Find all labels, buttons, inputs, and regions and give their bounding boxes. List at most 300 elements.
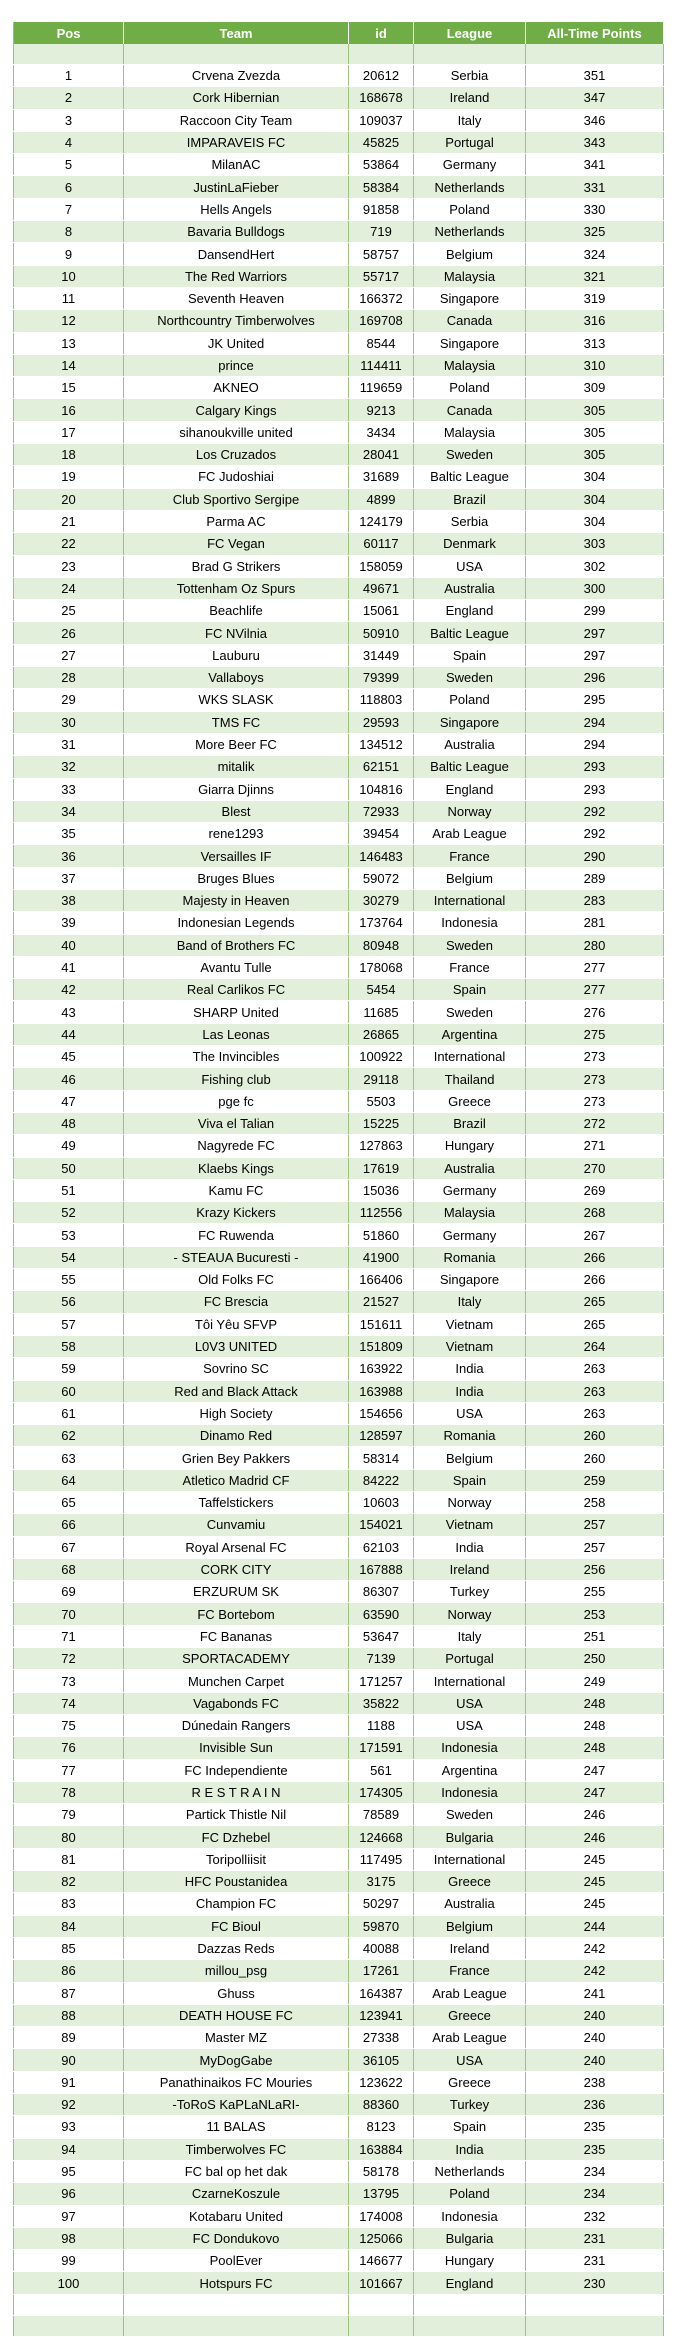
header-id[interactable]: id bbox=[349, 22, 414, 44]
cell-id: 151809 bbox=[349, 1335, 414, 1357]
table-row[interactable] bbox=[14, 354, 664, 376]
table-row[interactable] bbox=[14, 221, 664, 243]
cell-id: 55717 bbox=[349, 265, 414, 287]
cell-team: More Beer FC bbox=[124, 733, 349, 755]
cell-id: 62103 bbox=[349, 1536, 414, 1558]
table-row[interactable] bbox=[14, 198, 664, 220]
cell-points: 259 bbox=[526, 1469, 664, 1491]
cell-points: 245 bbox=[526, 1893, 664, 1915]
cell-points: 305 bbox=[526, 444, 664, 466]
table-row[interactable] bbox=[14, 533, 664, 555]
cell-pos: 54 bbox=[14, 1246, 124, 1268]
cell-pos: 21 bbox=[14, 510, 124, 532]
table-row[interactable] bbox=[14, 1603, 664, 1625]
table-row[interactable] bbox=[14, 600, 664, 622]
table-row[interactable] bbox=[14, 2227, 664, 2249]
cell-points: 271 bbox=[526, 1135, 664, 1157]
table-row[interactable] bbox=[14, 667, 664, 689]
cell-id: 5503 bbox=[349, 1090, 414, 1112]
cell-pos: 66 bbox=[14, 1514, 124, 1536]
table-row[interactable] bbox=[14, 2071, 664, 2093]
cell-team: Taffelstickers bbox=[124, 1492, 349, 1514]
cell-id: 50910 bbox=[349, 622, 414, 644]
table-row[interactable] bbox=[14, 1492, 664, 1514]
table-row[interactable] bbox=[14, 889, 664, 911]
table-row[interactable] bbox=[14, 1313, 664, 1335]
cell-id: 109037 bbox=[349, 109, 414, 131]
table-row[interactable] bbox=[14, 867, 664, 889]
table-row[interactable] bbox=[14, 332, 664, 354]
spacer-cell bbox=[349, 2315, 414, 2336]
cell-id: 561 bbox=[349, 1759, 414, 1781]
cell-team: Viva el Talian bbox=[124, 1112, 349, 1134]
cell-points: 248 bbox=[526, 1692, 664, 1714]
cell-points: 321 bbox=[526, 265, 664, 287]
table-row[interactable] bbox=[14, 2138, 664, 2160]
cell-pos: 11 bbox=[14, 287, 124, 309]
table-row[interactable] bbox=[14, 1380, 664, 1402]
cell-pos: 32 bbox=[14, 756, 124, 778]
cell-pos: 80 bbox=[14, 1826, 124, 1848]
cell-pos: 36 bbox=[14, 845, 124, 867]
cell-points: 245 bbox=[526, 1871, 664, 1893]
cell-league: Poland bbox=[414, 2183, 526, 2205]
table-row[interactable] bbox=[14, 1224, 664, 1246]
table-row[interactable] bbox=[14, 1982, 664, 2004]
cell-league: Spain bbox=[414, 1469, 526, 1491]
cell-team: Majesty in Heaven bbox=[124, 889, 349, 911]
cell-points: 277 bbox=[526, 956, 664, 978]
cell-id: 29593 bbox=[349, 711, 414, 733]
cell-league: Indonesia bbox=[414, 912, 526, 934]
cell-points: 299 bbox=[526, 600, 664, 622]
table-row[interactable] bbox=[14, 1358, 664, 1380]
cell-points: 240 bbox=[526, 2004, 664, 2026]
cell-pos: 9 bbox=[14, 243, 124, 265]
table-row[interactable] bbox=[14, 310, 664, 332]
cell-league: Spain bbox=[414, 979, 526, 1001]
cell-id: 167888 bbox=[349, 1558, 414, 1580]
table-row[interactable] bbox=[14, 2205, 664, 2227]
cell-pos: 77 bbox=[14, 1759, 124, 1781]
cell-team: FC Bioul bbox=[124, 1915, 349, 1937]
cell-league: Brazil bbox=[414, 1112, 526, 1134]
cell-team: - STEAUA Bucuresti - bbox=[124, 1246, 349, 1268]
cell-pos: 8 bbox=[14, 221, 124, 243]
table-row[interactable] bbox=[14, 1670, 664, 1692]
cell-points: 247 bbox=[526, 1781, 664, 1803]
cell-team: R E S T R A I N bbox=[124, 1781, 349, 1803]
cell-league: Poland bbox=[414, 198, 526, 220]
cell-team: TMS FC bbox=[124, 711, 349, 733]
cell-pos: 2 bbox=[14, 87, 124, 109]
header-pos[interactable]: Pos bbox=[14, 22, 124, 44]
table-row[interactable] bbox=[14, 1269, 664, 1291]
table-row[interactable] bbox=[14, 979, 664, 1001]
table-row[interactable] bbox=[14, 1157, 664, 1179]
cell-league: Greece bbox=[414, 2004, 526, 2026]
cell-id: 9213 bbox=[349, 399, 414, 421]
table-row[interactable] bbox=[14, 1090, 664, 1112]
cell-league: Greece bbox=[414, 1090, 526, 1112]
table-row[interactable] bbox=[14, 1447, 664, 1469]
cell-league: Argentina bbox=[414, 1759, 526, 1781]
header-league[interactable]: League bbox=[414, 22, 526, 44]
cell-points: 316 bbox=[526, 310, 664, 332]
cell-team: Kotabaru United bbox=[124, 2205, 349, 2227]
header-row bbox=[14, 22, 664, 44]
table-row[interactable] bbox=[14, 488, 664, 510]
cell-league: Malaysia bbox=[414, 421, 526, 443]
cell-id: 8123 bbox=[349, 2116, 414, 2138]
cell-id: 59072 bbox=[349, 867, 414, 889]
table-row[interactable] bbox=[14, 934, 664, 956]
table-row[interactable] bbox=[14, 778, 664, 800]
table-row[interactable] bbox=[14, 1625, 664, 1647]
table-row[interactable] bbox=[14, 2272, 664, 2294]
cell-team: FC bal op het dak bbox=[124, 2160, 349, 2182]
cell-league: Poland bbox=[414, 377, 526, 399]
cell-id: 15225 bbox=[349, 1112, 414, 1134]
cell-pos: 91 bbox=[14, 2071, 124, 2093]
cell-team: Blest bbox=[124, 800, 349, 822]
table-row[interactable] bbox=[14, 421, 664, 443]
cell-team: The Invincibles bbox=[124, 1046, 349, 1068]
cell-team: Beachlife bbox=[124, 600, 349, 622]
cell-league: International bbox=[414, 889, 526, 911]
table-row[interactable] bbox=[14, 1915, 664, 1937]
cell-pos: 33 bbox=[14, 778, 124, 800]
cell-league: Indonesia bbox=[414, 2205, 526, 2227]
cell-id: 154021 bbox=[349, 1514, 414, 1536]
cell-points: 346 bbox=[526, 109, 664, 131]
table-row[interactable] bbox=[14, 1826, 664, 1848]
cell-pos: 53 bbox=[14, 1224, 124, 1246]
table-row[interactable] bbox=[14, 1759, 664, 1781]
cell-pos: 28 bbox=[14, 667, 124, 689]
table-row[interactable] bbox=[14, 644, 664, 666]
table-row[interactable] bbox=[14, 1848, 664, 1870]
cell-league: Thailand bbox=[414, 1068, 526, 1090]
table-row[interactable] bbox=[14, 1648, 664, 1670]
cell-id: 27338 bbox=[349, 2027, 414, 2049]
table-row[interactable] bbox=[14, 1714, 664, 1736]
cell-league: Belgium bbox=[414, 1447, 526, 1469]
cell-league: Australia bbox=[414, 1893, 526, 1915]
cell-team: AKNEO bbox=[124, 377, 349, 399]
cell-league: Indonesia bbox=[414, 1781, 526, 1803]
table-row[interactable] bbox=[14, 956, 664, 978]
cell-team: ERZURUM SK bbox=[124, 1581, 349, 1603]
table-row[interactable] bbox=[14, 2049, 664, 2071]
cell-points: 270 bbox=[526, 1157, 664, 1179]
table-row[interactable] bbox=[14, 1937, 664, 1959]
cell-points: 234 bbox=[526, 2160, 664, 2182]
cell-points: 319 bbox=[526, 287, 664, 309]
table-row[interactable] bbox=[14, 1893, 664, 1915]
cell-team: Tottenham Oz Spurs bbox=[124, 577, 349, 599]
cell-points: 257 bbox=[526, 1514, 664, 1536]
cell-id: 17261 bbox=[349, 1960, 414, 1982]
cell-pos: 25 bbox=[14, 600, 124, 622]
cell-pos: 96 bbox=[14, 2183, 124, 2205]
cell-league: Norway bbox=[414, 800, 526, 822]
cell-team: 11 BALAS bbox=[124, 2116, 349, 2138]
table-row[interactable] bbox=[14, 1246, 664, 1268]
table-row[interactable] bbox=[14, 1425, 664, 1447]
cell-league: Ireland bbox=[414, 1558, 526, 1580]
table-row[interactable] bbox=[14, 1291, 664, 1313]
cell-pos: 82 bbox=[14, 1871, 124, 1893]
table-row[interactable] bbox=[14, 1402, 664, 1424]
table-row[interactable] bbox=[14, 1179, 664, 1201]
cell-pos: 67 bbox=[14, 1536, 124, 1558]
cell-pos: 64 bbox=[14, 1469, 124, 1491]
table-row[interactable] bbox=[14, 510, 664, 532]
cell-pos: 42 bbox=[14, 979, 124, 1001]
cell-league: Australia bbox=[414, 733, 526, 755]
table-row[interactable] bbox=[14, 287, 664, 309]
table-row[interactable] bbox=[14, 1023, 664, 1045]
table-row[interactable] bbox=[14, 2160, 664, 2182]
cell-pos: 4 bbox=[14, 131, 124, 153]
table-row[interactable] bbox=[14, 1469, 664, 1491]
table-row[interactable] bbox=[14, 131, 664, 153]
table-row[interactable] bbox=[14, 1514, 664, 1536]
cell-league: Romania bbox=[414, 1425, 526, 1447]
table-row[interactable] bbox=[14, 399, 664, 421]
cell-pos: 6 bbox=[14, 176, 124, 198]
cell-pos: 62 bbox=[14, 1425, 124, 1447]
table-row[interactable] bbox=[14, 265, 664, 287]
cell-pos: 58 bbox=[14, 1335, 124, 1357]
cell-points: 280 bbox=[526, 934, 664, 956]
cell-pos: 86 bbox=[14, 1960, 124, 1982]
cell-league: Malaysia bbox=[414, 265, 526, 287]
cell-league: Baltic League bbox=[414, 622, 526, 644]
cell-pos: 94 bbox=[14, 2138, 124, 2160]
cell-id: 171591 bbox=[349, 1737, 414, 1759]
cell-points: 294 bbox=[526, 733, 664, 755]
table-row[interactable] bbox=[14, 2094, 664, 2116]
cell-id: 31449 bbox=[349, 644, 414, 666]
table-row[interactable] bbox=[14, 1202, 664, 1224]
table-row[interactable] bbox=[14, 1692, 664, 1714]
cell-league: Portugal bbox=[414, 1648, 526, 1670]
table-row[interactable] bbox=[14, 176, 664, 198]
table-row[interactable] bbox=[14, 2250, 664, 2272]
cell-points: 289 bbox=[526, 867, 664, 889]
table-row[interactable] bbox=[14, 1068, 664, 1090]
table-row[interactable] bbox=[14, 109, 664, 131]
table-row[interactable] bbox=[14, 444, 664, 466]
cell-pos: 74 bbox=[14, 1692, 124, 1714]
cell-team: Ghuss bbox=[124, 1982, 349, 2004]
table-row[interactable] bbox=[14, 243, 664, 265]
cell-league: France bbox=[414, 845, 526, 867]
cell-team: FC Judoshiai bbox=[124, 466, 349, 488]
cell-id: 119659 bbox=[349, 377, 414, 399]
cell-points: 244 bbox=[526, 1915, 664, 1937]
table-row[interactable] bbox=[14, 1001, 664, 1023]
cell-pos: 63 bbox=[14, 1447, 124, 1469]
table-row[interactable] bbox=[14, 2116, 664, 2138]
table-row[interactable] bbox=[14, 2027, 664, 2049]
cell-id: 134512 bbox=[349, 733, 414, 755]
cell-points: 250 bbox=[526, 1648, 664, 1670]
cell-id: 5454 bbox=[349, 979, 414, 1001]
table-row[interactable] bbox=[14, 2183, 664, 2205]
table-row[interactable] bbox=[14, 1737, 664, 1759]
cell-team: mitalik bbox=[124, 756, 349, 778]
cell-pos: 72 bbox=[14, 1648, 124, 1670]
cell-id: 128597 bbox=[349, 1425, 414, 1447]
cell-id: 112556 bbox=[349, 1202, 414, 1224]
table-row[interactable] bbox=[14, 845, 664, 867]
cell-id: 80948 bbox=[349, 934, 414, 956]
spacer-row-bottom bbox=[14, 2315, 664, 2336]
header-points[interactable]: All-Time Points bbox=[526, 22, 664, 44]
cell-league: India bbox=[414, 1358, 526, 1380]
cell-league: Denmark bbox=[414, 533, 526, 555]
cell-points: 251 bbox=[526, 1625, 664, 1647]
cell-league: Singapore bbox=[414, 711, 526, 733]
cell-points: 264 bbox=[526, 1335, 664, 1357]
table-row[interactable] bbox=[14, 823, 664, 845]
cell-pos: 61 bbox=[14, 1402, 124, 1424]
table-row[interactable] bbox=[14, 800, 664, 822]
cell-id: 91858 bbox=[349, 198, 414, 220]
cell-points: 256 bbox=[526, 1558, 664, 1580]
cell-pos: 75 bbox=[14, 1714, 124, 1736]
cell-team: Las Leonas bbox=[124, 1023, 349, 1045]
cell-team: Brad G Strikers bbox=[124, 555, 349, 577]
cell-id: 100922 bbox=[349, 1046, 414, 1068]
cell-league: Arab League bbox=[414, 823, 526, 845]
table-row[interactable] bbox=[14, 733, 664, 755]
cell-points: 275 bbox=[526, 1023, 664, 1045]
spacer-row-bottom bbox=[14, 2294, 664, 2315]
cell-team: MilanAC bbox=[124, 154, 349, 176]
table-row[interactable] bbox=[14, 65, 664, 87]
cell-league: Italy bbox=[414, 109, 526, 131]
table-row[interactable] bbox=[14, 1112, 664, 1134]
cell-league: Arab League bbox=[414, 1982, 526, 2004]
table-row[interactable] bbox=[14, 711, 664, 733]
cell-team: HFC Poustanidea bbox=[124, 1871, 349, 1893]
cell-pos: 99 bbox=[14, 2250, 124, 2272]
cell-league: Belgium bbox=[414, 1915, 526, 1937]
table-row[interactable] bbox=[14, 1046, 664, 1068]
cell-id: 166406 bbox=[349, 1269, 414, 1291]
table-row[interactable] bbox=[14, 577, 664, 599]
cell-id: 15036 bbox=[349, 1179, 414, 1201]
table-row[interactable] bbox=[14, 756, 664, 778]
cell-league: Hungary bbox=[414, 1135, 526, 1157]
all-time-points-table bbox=[13, 22, 664, 2337]
cell-team: Sovrino SC bbox=[124, 1358, 349, 1380]
table-row[interactable] bbox=[14, 1804, 664, 1826]
table-row[interactable] bbox=[14, 1135, 664, 1157]
table-row[interactable] bbox=[14, 622, 664, 644]
cell-points: 294 bbox=[526, 711, 664, 733]
spacer-cell bbox=[124, 2294, 349, 2315]
cell-id: 104816 bbox=[349, 778, 414, 800]
cell-points: 305 bbox=[526, 421, 664, 443]
table-row[interactable] bbox=[14, 1871, 664, 1893]
cell-league: Norway bbox=[414, 1603, 526, 1625]
table-row[interactable] bbox=[14, 1536, 664, 1558]
cell-team: pge fc bbox=[124, 1090, 349, 1112]
table-row[interactable] bbox=[14, 1960, 664, 1982]
cell-points: 248 bbox=[526, 1714, 664, 1736]
cell-league: Malaysia bbox=[414, 354, 526, 376]
table-row[interactable] bbox=[14, 689, 664, 711]
header-team[interactable]: Team bbox=[124, 22, 349, 44]
cell-pos: 31 bbox=[14, 733, 124, 755]
cell-id: 146483 bbox=[349, 845, 414, 867]
cell-pos: 5 bbox=[14, 154, 124, 176]
cell-team: WKS SLASK bbox=[124, 689, 349, 711]
cell-league: Romania bbox=[414, 1246, 526, 1268]
cell-team: FC Bananas bbox=[124, 1625, 349, 1647]
cell-league: Singapore bbox=[414, 332, 526, 354]
cell-id: 21527 bbox=[349, 1291, 414, 1313]
cell-id: 125066 bbox=[349, 2227, 414, 2249]
cell-team: Dúnedain Rangers bbox=[124, 1714, 349, 1736]
table-row[interactable] bbox=[14, 1581, 664, 1603]
cell-league: Vietnam bbox=[414, 1514, 526, 1536]
table-row[interactable] bbox=[14, 466, 664, 488]
table-row[interactable] bbox=[14, 555, 664, 577]
cell-league: USA bbox=[414, 1714, 526, 1736]
cell-league: Turkey bbox=[414, 1581, 526, 1603]
table-header bbox=[14, 22, 664, 44]
cell-team: Timberwolves FC bbox=[124, 2138, 349, 2160]
cell-id: 3434 bbox=[349, 421, 414, 443]
cell-team: Cork Hibernian bbox=[124, 87, 349, 109]
table-row[interactable] bbox=[14, 2004, 664, 2026]
cell-team: Bruges Blues bbox=[124, 867, 349, 889]
cell-points: 276 bbox=[526, 1001, 664, 1023]
cell-pos: 46 bbox=[14, 1068, 124, 1090]
cell-id: 78589 bbox=[349, 1804, 414, 1826]
cell-team: FC Dzhebel bbox=[124, 1826, 349, 1848]
table-row[interactable] bbox=[14, 912, 664, 934]
table-row[interactable] bbox=[14, 1558, 664, 1580]
cell-team: Real Carlikos FC bbox=[124, 979, 349, 1001]
table-row[interactable] bbox=[14, 377, 664, 399]
cell-points: 247 bbox=[526, 1759, 664, 1781]
cell-pos: 26 bbox=[14, 622, 124, 644]
cell-id: 58757 bbox=[349, 243, 414, 265]
table-row[interactable] bbox=[14, 154, 664, 176]
cell-points: 293 bbox=[526, 778, 664, 800]
cell-team: prince bbox=[124, 354, 349, 376]
cell-pos: 10 bbox=[14, 265, 124, 287]
cell-pos: 68 bbox=[14, 1558, 124, 1580]
table-row[interactable] bbox=[14, 87, 664, 109]
table-row[interactable] bbox=[14, 1781, 664, 1803]
cell-team: Champion FC bbox=[124, 1893, 349, 1915]
cell-id: 11685 bbox=[349, 1001, 414, 1023]
cell-id: 174305 bbox=[349, 1781, 414, 1803]
spacer-cell bbox=[14, 2294, 124, 2315]
cell-league: Turkey bbox=[414, 2094, 526, 2116]
cell-id: 163884 bbox=[349, 2138, 414, 2160]
cell-league: Singapore bbox=[414, 1269, 526, 1291]
table-row[interactable] bbox=[14, 1335, 664, 1357]
